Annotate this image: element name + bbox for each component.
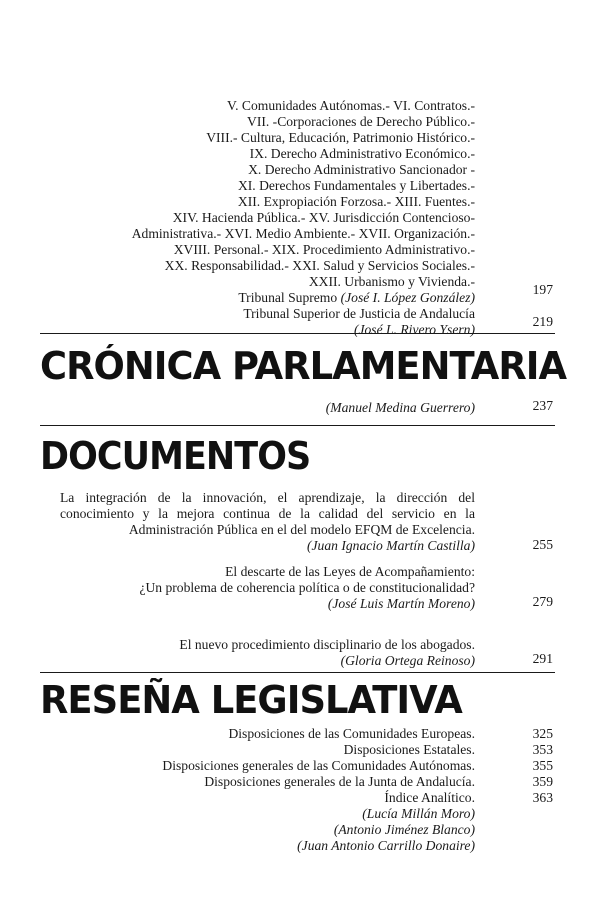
entry-author: (Juan Ignacio Martín Castilla) <box>306 538 475 553</box>
toc-entry-line: IX. Derecho Administrativo Económico.- <box>249 146 475 161</box>
page-number: 255 <box>532 537 553 552</box>
tribunal-superior-entry: Tribunal Superior de Justicia de Andalucía <box>243 306 475 321</box>
toc-entry-line: XI. Derechos Fundamentales y Libertades.- <box>237 178 475 193</box>
toc-entry-line: XVIII. Personal.- XIX. Procedimiento Administrativo.- <box>173 242 475 257</box>
document-entry <box>60 490 475 554</box>
page-number: 237 <box>532 398 553 413</box>
entry-author: (Antonio Jiménez Blanco) <box>333 822 475 837</box>
entry-label: Tribunal Supremo <box>238 290 338 305</box>
toc-entry-line: VIII.- Cultura, Educación, Patrimonio Histórico.- <box>206 130 475 145</box>
toc-entry-line: Administrativa.- XVI. Medio Ambiente.- XVII. Organización.- <box>131 226 475 241</box>
page-number: 197 <box>532 282 553 297</box>
document-entry <box>60 637 475 669</box>
entry-author: (Lucía Millán Moro) <box>362 806 475 821</box>
toc-entry-line: XXII. Urbanismo y Vivienda.- <box>308 274 475 289</box>
entry-author: (Juan Antonio Carrillo Donaire) <box>297 838 475 853</box>
entry-line: Administración Pública en el del modelo EFQM de Excelencia. <box>128 522 475 537</box>
entry-line: El nuevo procedimiento disciplinario de los abogados. <box>179 637 475 652</box>
section-title-cronica: CRÓNICA PARLAMENTARIA <box>40 344 567 388</box>
tribunal-supremo-entry <box>60 290 475 306</box>
entry-author: (José L. Rivero Ysern) <box>353 322 475 337</box>
entry-line: La integración de la innovación, el aprendizaje, la dirección del <box>60 490 475 505</box>
page-number: 291 <box>532 651 553 666</box>
page-number: 353 <box>532 742 553 757</box>
page-number: 219 <box>532 314 553 329</box>
section-title-resena: RESEÑA LEGISLATIVA <box>40 678 462 722</box>
legislation-entry: Disposiciones Estatales. <box>343 742 475 757</box>
entry-line: El descarte de las Leyes de Acompañamiento: <box>225 564 475 579</box>
legislation-entry: Índice Analítico. <box>384 790 475 805</box>
toc-entry-line: VII. -Corporaciones de Derecho Público.- <box>247 114 475 129</box>
entry-line: ¿Un problema de coherencia política o de constitucionalidad? <box>139 580 475 595</box>
toc-entry-line: V. Comunidades Autónomas.- VI. Contratos.- <box>227 98 475 113</box>
section-divider <box>40 333 555 334</box>
document-entry <box>60 564 475 612</box>
entry-author: (Manuel Medina Guerrero) <box>325 400 475 415</box>
section-divider <box>40 672 555 673</box>
entry-author: (José I. López González) <box>340 290 475 305</box>
legislation-entry: Disposiciones de las Comunidades Europeas. <box>228 726 475 741</box>
entry-line: conocimiento y la mejora continua de la calidad del servicio en la <box>60 506 475 521</box>
legislation-entry: Disposiciones generales de la Junta de Andalucía. <box>204 774 475 789</box>
toc-entry-line: XX. Responsabilidad.- XXI. Salud y Servicios Sociales.- <box>164 258 475 273</box>
section-title-documentos: DOCUMENTOS <box>40 434 311 478</box>
page-number: 355 <box>532 758 553 773</box>
page-number: 359 <box>532 774 553 789</box>
legislation-entry: Disposiciones generales de las Comunidades Autónomas. <box>162 758 475 773</box>
page-number: 363 <box>532 790 553 805</box>
entry-author: (Gloria Ortega Reinoso) <box>340 653 475 668</box>
section-divider <box>40 425 555 426</box>
entry-author: (José Luis Martín Moreno) <box>327 596 475 611</box>
page-number: 279 <box>532 594 553 609</box>
toc-entry-line: X. Derecho Administrativo Sancionador - <box>248 162 475 177</box>
page-number: 325 <box>532 726 553 741</box>
toc-entry-line: XII. Expropiación Forzosa.- XIII. Fuentes.- <box>237 194 475 209</box>
toc-entry-line: XIV. Hacienda Pública.- XV. Jurisdicción Contencioso- <box>172 210 475 225</box>
